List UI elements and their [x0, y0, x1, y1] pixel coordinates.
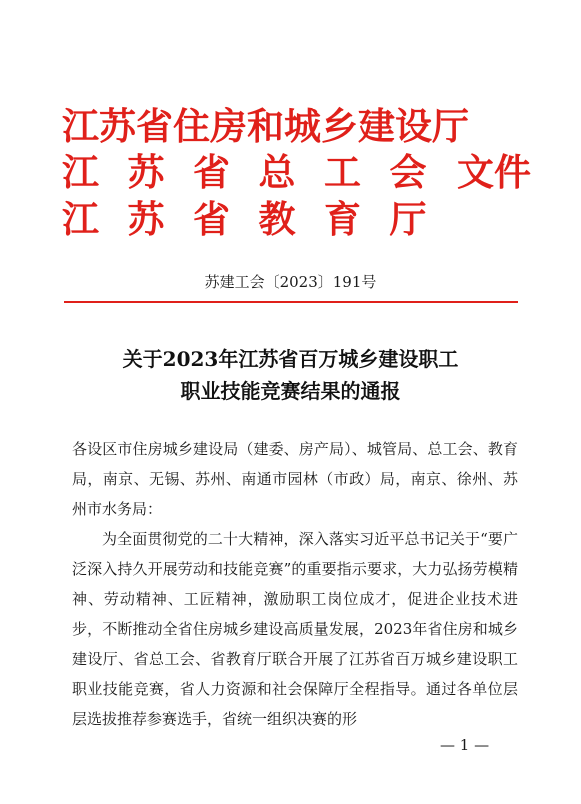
masthead-line-trade-union	[62, 150, 455, 194]
title-line-2: 职业技能竞赛结果的通报	[180, 379, 401, 403]
title-line-1: 关于2023年江苏省百万城乡建设职工	[122, 347, 459, 371]
masthead-line-education-dept	[62, 197, 455, 241]
addressee-paragraph: 各设区市住房城乡建设局（建委、房产局）、城管局、总工会、教育局，南京、无锡、苏州、南通市园林（市政）局，南京、徐州、苏州市水务局：	[72, 440, 518, 518]
masthead-line-housing-dept: 江苏省住房和城乡建设厅	[62, 104, 469, 148]
body-paragraph: 为全面贯彻党的二十大精神，深入落实习近平总书记关于“要广泛深入持久开展劳动和技能竞赛”的重要指示要求，大力弘扬劳模精神、劳动精神、工匠精神，激励职工岗位成才，促进企业技术进步，不断推动全省住房城乡建设高质量发展，2023年省住房和城乡建设厅、省总工会、省教育厅联合开展了江苏省百万城乡建设职工职业技能竞赛，省人力资源和社会保障厅全程指导。通过各单位层层选拔推荐参赛选手，省统一组织决赛的形	[72, 530, 518, 728]
red-masthead	[62, 104, 532, 244]
masthead-education-text: 江苏省教育厅	[62, 197, 455, 241]
masthead-document-label: 文件	[457, 150, 531, 194]
red-separator-line	[64, 301, 518, 303]
masthead-trade-union-text: 江苏省总工会	[62, 150, 455, 194]
page-number: — 1 —	[440, 736, 490, 754]
document-title	[0, 343, 581, 407]
document-number: 苏建工会〔2023〕191号	[204, 273, 377, 291]
